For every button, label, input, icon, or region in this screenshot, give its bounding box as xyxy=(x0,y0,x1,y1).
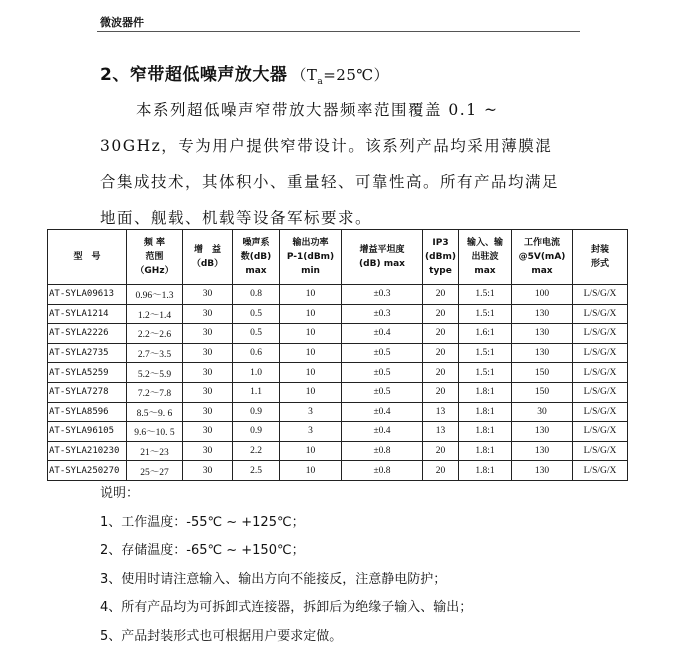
running-header: 微波器件 xyxy=(100,14,144,30)
table-cell: 20 xyxy=(423,304,459,324)
table-cell: 30 xyxy=(183,402,233,422)
table-cell: 30 xyxy=(183,285,233,305)
notes-list xyxy=(100,509,472,651)
table-cell: 30 xyxy=(183,343,233,363)
table-row xyxy=(48,402,628,422)
table-cell: 8.5～9. 6 xyxy=(127,402,183,422)
note-item: 4、所有产品均为可拆卸式连接器，拆卸后为绝缘子输入、输出； xyxy=(100,594,472,623)
table-cell: 1.8:1 xyxy=(459,461,512,481)
column-header-line: max xyxy=(233,264,279,278)
table-cell: 3 xyxy=(280,402,342,422)
table-cell: L/S/G/X xyxy=(573,461,628,481)
header-divider xyxy=(97,31,580,32)
column-header-line: （GHz） xyxy=(127,264,182,278)
table-cell: 5.2～5.9 xyxy=(127,363,183,383)
model-cell: AT-SYLA210230 xyxy=(48,441,127,461)
table-cell: ±0.8 xyxy=(342,461,423,481)
table-cell: L/S/G/X xyxy=(573,441,628,461)
table-cell: 30 xyxy=(183,363,233,383)
table-cell: 1.8:1 xyxy=(459,402,512,422)
table-cell: 1.8:1 xyxy=(459,441,512,461)
column-header-line: max xyxy=(512,264,572,278)
table-cell: 10 xyxy=(280,343,342,363)
column-header-line: 频 率 xyxy=(127,236,182,250)
table-cell: 0.5 xyxy=(233,304,280,324)
model-cell: AT-SYLA5259 xyxy=(48,363,127,383)
table-cell: 150 xyxy=(512,382,573,402)
table-cell: ±0.4 xyxy=(342,324,423,344)
table-cell: 20 xyxy=(423,363,459,383)
section-condition xyxy=(291,66,389,84)
table-cell: L/S/G/X xyxy=(573,422,628,442)
table-row xyxy=(48,382,628,402)
column-header-line: 噪声系 xyxy=(233,236,279,250)
table-cell: 10 xyxy=(280,363,342,383)
table-cell: 1.5:1 xyxy=(459,363,512,383)
model-cell: AT-SYLA96105 xyxy=(48,422,127,442)
column-header xyxy=(512,230,573,285)
table-cell: 10 xyxy=(280,441,342,461)
table-cell: 20 xyxy=(423,343,459,363)
table-cell: 20 xyxy=(423,324,459,344)
column-header xyxy=(573,230,628,285)
table-cell: 30 xyxy=(183,422,233,442)
table-cell: ±0.5 xyxy=(342,343,423,363)
table-cell: L/S/G/X xyxy=(573,343,628,363)
table-cell: 1.2～1.4 xyxy=(127,304,183,324)
table-cell: 20 xyxy=(423,285,459,305)
table-cell: 1.6:1 xyxy=(459,324,512,344)
table-cell: 100 xyxy=(512,285,573,305)
table-cell: 1.8:1 xyxy=(459,382,512,402)
column-header-line: 型 号 xyxy=(48,250,126,264)
model-cell: AT-SYLA1214 xyxy=(48,304,127,324)
column-header-line: 工作电流 xyxy=(512,236,572,250)
column-header-line: type xyxy=(423,264,458,278)
table-cell: 0.5 xyxy=(233,324,280,344)
column-header-line: （dB） xyxy=(183,257,232,271)
header-row xyxy=(48,230,628,285)
column-header xyxy=(183,230,233,285)
table-cell: 30 xyxy=(183,304,233,324)
table-cell: 1.5:1 xyxy=(459,304,512,324)
notes-block xyxy=(100,480,472,651)
table-cell: 0.6 xyxy=(233,343,280,363)
table-cell: ±0.3 xyxy=(342,285,423,305)
column-header xyxy=(342,230,423,285)
table-row xyxy=(48,343,628,363)
column-header-line: 增 益 xyxy=(183,243,232,257)
table-cell: 21～23 xyxy=(127,441,183,461)
table-row xyxy=(48,324,628,344)
column-header-line: max xyxy=(459,264,511,278)
table-cell: 30 xyxy=(183,441,233,461)
table-row xyxy=(48,422,628,442)
condition-subscript: a xyxy=(317,77,323,87)
column-header-line: 出驻波 xyxy=(459,250,511,264)
note-item: 1、工作温度：-55℃ ~ +125℃； xyxy=(100,509,472,538)
table-cell: 30 xyxy=(183,324,233,344)
table-cell: 1.0 xyxy=(233,363,280,383)
table-cell: ±0.4 xyxy=(342,402,423,422)
column-header-line: 封装 xyxy=(573,243,627,257)
table-cell: ±0.5 xyxy=(342,363,423,383)
table-cell: 10 xyxy=(280,461,342,481)
table-cell: 13 xyxy=(423,422,459,442)
table-row xyxy=(48,304,628,324)
table-cell: 1.1 xyxy=(233,382,280,402)
table-cell: 30 xyxy=(183,461,233,481)
table-cell: 25～27 xyxy=(127,461,183,481)
column-header-line: P-1(dBm) xyxy=(280,250,341,264)
intro-paragraph: 本系列超低噪声窄带放大器频率范围覆盖 0.1 ~ 30GHz，专为用户提供窄带设计。该系列产品均采用薄膜混合集成技术，其体积小、重量轻、可靠性高。所有产品均满足地面、舰载、机载等设备军标要求。 xyxy=(100,92,568,236)
table-cell: L/S/G/X xyxy=(573,304,628,324)
column-header xyxy=(48,230,127,285)
table-cell: L/S/G/X xyxy=(573,363,628,383)
table-cell: 10 xyxy=(280,285,342,305)
column-header-line: 范围 xyxy=(127,250,182,264)
column-header-line: 数(dB) xyxy=(233,250,279,264)
column-header xyxy=(127,230,183,285)
column-header xyxy=(280,230,342,285)
table-cell: 10 xyxy=(280,324,342,344)
table-cell: L/S/G/X xyxy=(573,285,628,305)
column-header-line: 增益平坦度 xyxy=(342,243,422,257)
table-cell: 20 xyxy=(423,382,459,402)
model-cell: AT-SYLA7278 xyxy=(48,382,127,402)
condition-prefix: （T xyxy=(291,66,317,84)
model-cell: AT-SYLA09613 xyxy=(48,285,127,305)
column-header xyxy=(233,230,280,285)
model-cell: AT-SYLA2735 xyxy=(48,343,127,363)
notes-title: 说明： xyxy=(100,480,472,509)
table-cell: 7.2～7.8 xyxy=(127,382,183,402)
note-item: 5、产品封装形式也可根据用户要求定做。 xyxy=(100,623,472,651)
table-cell: 3 xyxy=(280,422,342,442)
table-cell: L/S/G/X xyxy=(573,402,628,422)
model-cell: AT-SYLA250270 xyxy=(48,461,127,481)
table-cell: 1.5:1 xyxy=(459,285,512,305)
column-header-line: 输入、输 xyxy=(459,236,511,250)
model-cell: AT-SYLA2226 xyxy=(48,324,127,344)
table-cell: L/S/G/X xyxy=(573,324,628,344)
spec-table-header xyxy=(48,230,628,285)
table-cell: 130 xyxy=(512,461,573,481)
table-cell: ±0.8 xyxy=(342,441,423,461)
column-header-line: @5V(mA) xyxy=(512,250,572,264)
table-cell: 10 xyxy=(280,382,342,402)
spec-table xyxy=(47,229,628,481)
table-cell: 130 xyxy=(512,304,573,324)
table-cell: 10 xyxy=(280,304,342,324)
column-header xyxy=(423,230,459,285)
column-header xyxy=(459,230,512,285)
table-row xyxy=(48,285,628,305)
table-cell: 0.96～1.3 xyxy=(127,285,183,305)
note-item: 3、使用时请注意输入、输出方向不能接反，注意静电防护； xyxy=(100,566,472,595)
table-cell: 0.8 xyxy=(233,285,280,305)
table-cell: 2.2～2.6 xyxy=(127,324,183,344)
table-cell: ±0.4 xyxy=(342,422,423,442)
table-cell: 9.6～10. 5 xyxy=(127,422,183,442)
model-cell: AT-SYLA8596 xyxy=(48,402,127,422)
table-cell: 30 xyxy=(512,402,573,422)
table-cell: 13 xyxy=(423,402,459,422)
condition-suffix: =25℃） xyxy=(323,66,389,84)
table-cell: 1.8:1 xyxy=(459,422,512,442)
section-heading xyxy=(100,60,389,87)
table-cell: 2.7～3.5 xyxy=(127,343,183,363)
table-cell: ±0.5 xyxy=(342,382,423,402)
column-header-line: 输出功率 xyxy=(280,236,341,250)
column-header-line: (dBm) xyxy=(423,250,458,264)
table-row xyxy=(48,363,628,383)
table-cell: ±0.3 xyxy=(342,304,423,324)
table-cell: 20 xyxy=(423,461,459,481)
table-cell: 30 xyxy=(183,382,233,402)
table-cell: 1.5:1 xyxy=(459,343,512,363)
note-item: 2、存储温度：-65℃ ~ +150℃； xyxy=(100,537,472,566)
column-header-line: min xyxy=(280,264,341,278)
column-header-line: 形式 xyxy=(573,257,627,271)
column-header-line: IP3 xyxy=(423,236,458,250)
table-cell: 20 xyxy=(423,441,459,461)
table-cell: 130 xyxy=(512,422,573,442)
table-row xyxy=(48,441,628,461)
table-cell: 130 xyxy=(512,441,573,461)
section-heading-text: 2、窄带超低噪声放大器 xyxy=(100,65,287,85)
table-cell: 150 xyxy=(512,363,573,383)
table-cell: 2.5 xyxy=(233,461,280,481)
column-header-line: (dB) max xyxy=(342,257,422,271)
table-cell: 0.9 xyxy=(233,422,280,442)
table-cell: 130 xyxy=(512,324,573,344)
table-cell: 0.9 xyxy=(233,402,280,422)
spec-table-body xyxy=(48,285,628,481)
table-cell: 130 xyxy=(512,343,573,363)
table-cell: 2.2 xyxy=(233,441,280,461)
table-cell: L/S/G/X xyxy=(573,382,628,402)
table-row xyxy=(48,461,628,481)
